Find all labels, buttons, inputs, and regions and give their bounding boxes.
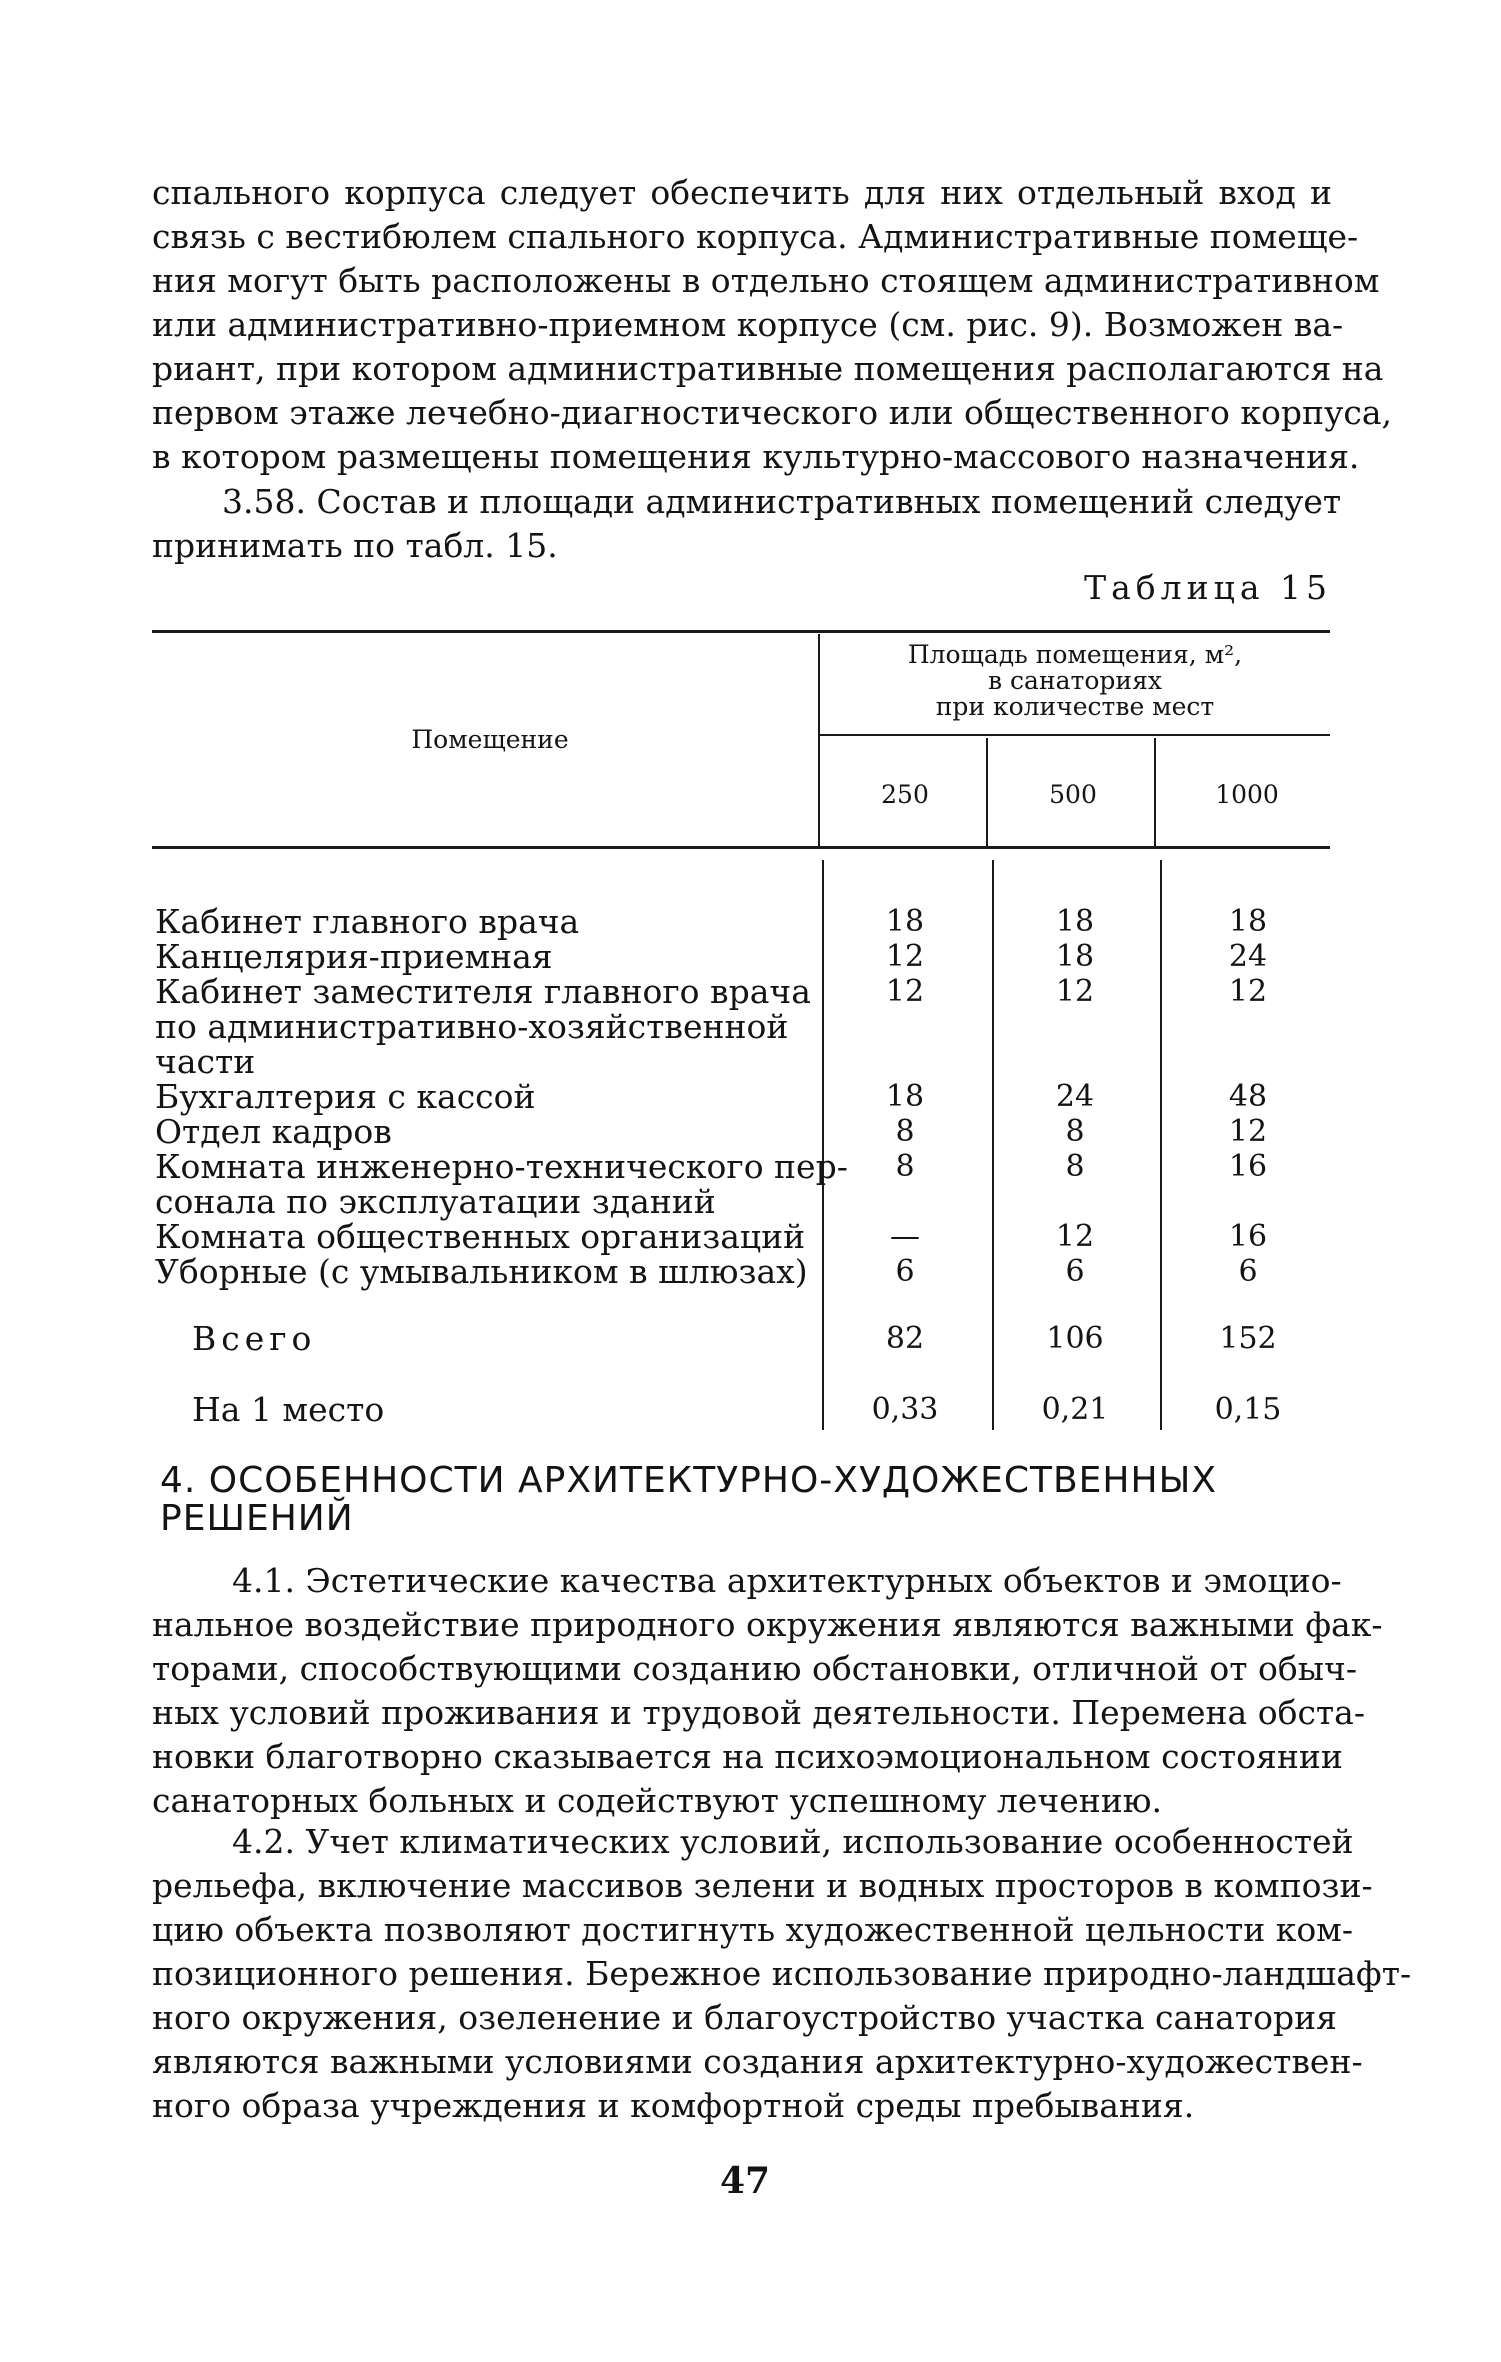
row-value-1000: 16 xyxy=(1228,1149,1268,1184)
header-area-line: при количестве мест xyxy=(935,692,1215,721)
header-bottom-rule xyxy=(152,846,1330,849)
table-caption: Таблица 15 xyxy=(1084,568,1332,607)
text-line: или административно-приемном корпусе (см. рис. 9). Возможен ва- xyxy=(152,305,1344,344)
column-divider xyxy=(822,860,824,1430)
row-value-1000: 48 xyxy=(1228,1079,1268,1114)
clause-text: Состав и площади административных помещений следует xyxy=(316,482,1342,521)
clause-number: 3.58. xyxy=(222,482,306,521)
row-value-250: — xyxy=(890,1219,920,1254)
row-value-1000: 18 xyxy=(1228,904,1268,939)
column-divider xyxy=(986,738,988,846)
row-value-250: 6 xyxy=(895,1254,915,1289)
row-value-500: 12 xyxy=(1055,974,1095,1009)
clause-4-2 xyxy=(152,1820,1412,2128)
row-name-line: Бухгалтерия с кассой xyxy=(155,1077,536,1116)
intro-paragraph xyxy=(152,171,1393,479)
header-room: Помещение xyxy=(411,725,569,754)
column-divider xyxy=(1160,860,1162,1430)
total-label: Всего xyxy=(192,1319,317,1358)
text-line: в котором размещены помещения культурно-массового назначения. xyxy=(152,437,1360,476)
header-area-line: Площадь помещения, м², xyxy=(907,640,1243,669)
clause-text: Учет климатических условий, использование особенностей xyxy=(305,1822,1354,1861)
column-divider xyxy=(818,634,820,846)
row-value-500: 18 xyxy=(1055,904,1095,939)
row-name-line: Комната инженерно-технического пер- xyxy=(155,1147,848,1186)
text-line: связь с вестибюлем спального корпуса. Административные помеще- xyxy=(152,217,1359,256)
total-value-500: 106 xyxy=(1046,1321,1104,1356)
row-name-line: Уборные (с умывальником в шлюзах) xyxy=(155,1252,808,1291)
row-value-1000: 24 xyxy=(1228,939,1268,974)
row-value-250: 18 xyxy=(885,1079,925,1114)
row-name-line: Отдел кадров xyxy=(155,1112,392,1151)
row-name-line: Комната общественных организаций xyxy=(155,1217,806,1256)
header-capacity-500: 500 xyxy=(1049,780,1097,809)
clause-number: 4.2. xyxy=(232,1822,295,1861)
row-value-1000: 6 xyxy=(1238,1254,1258,1289)
row-value-250: 8 xyxy=(895,1114,915,1149)
text-line: новки благотворно сказывается на психоэмоциональном состоянии xyxy=(152,1737,1343,1776)
row-value-250: 12 xyxy=(885,939,925,974)
row-name-line: по административно-хозяйственной xyxy=(155,1007,789,1046)
text-line: принимать по табл. 15. xyxy=(152,526,558,565)
text-line xyxy=(152,480,1342,524)
text-line xyxy=(152,1559,1342,1603)
header-area-group xyxy=(830,642,1320,720)
text-line: нальное воздействие природного окружения являются важными фак- xyxy=(152,1605,1383,1644)
row-value-500: 12 xyxy=(1055,1219,1095,1254)
section-title-line: 4. ОСОБЕННОСТИ АРХИТЕКТУРНО-ХУДОЖЕСТВЕННЫХ xyxy=(160,1460,1217,1501)
row-name-line: сонала по эксплуатации зданий xyxy=(155,1182,716,1221)
text-line: позиционного решения. Бережное использование природно-ландшафт- xyxy=(152,1954,1412,1993)
table-top-rule xyxy=(152,630,1330,633)
per_place-value-250: 0,33 xyxy=(871,1392,939,1427)
row-value-1000: 16 xyxy=(1228,1219,1268,1254)
per_place-value-1000: 0,15 xyxy=(1214,1392,1282,1427)
clause-text: Эстетические качества архитектурных объектов и эмоцио- xyxy=(305,1561,1342,1600)
clause-4-1 xyxy=(152,1559,1383,1823)
text-line: ного окружения, озеленение и благоустройство участка санатория xyxy=(152,1998,1337,2037)
per_place-value-500: 0,21 xyxy=(1041,1392,1109,1427)
row-value-250: 18 xyxy=(885,904,925,939)
row-name-line: Канцелярия-приемная xyxy=(155,937,553,976)
clause-3-58 xyxy=(152,480,1342,568)
row-value-1000: 12 xyxy=(1228,974,1268,1009)
column-divider xyxy=(992,860,994,1430)
row-name-line: Кабинет главного врача xyxy=(155,902,580,941)
text-line: цию объекта позволяют достигнуть художественной цельности ком- xyxy=(152,1910,1354,1949)
text-line: санаторных больных и содействуют успешному лечению. xyxy=(152,1781,1162,1820)
row-value-500: 6 xyxy=(1065,1254,1085,1289)
row-value-500: 24 xyxy=(1055,1079,1095,1114)
total-value-250: 82 xyxy=(885,1321,925,1356)
header-area-line: в санаториях xyxy=(988,666,1162,695)
per_place-label: На 1 место xyxy=(192,1390,385,1429)
header-group-rule xyxy=(820,734,1330,736)
row-name-line: Кабинет заместителя главного врача xyxy=(155,972,811,1011)
text-line: ного образа учреждения и комфортной среды пребывания. xyxy=(152,2086,1195,2125)
column-divider xyxy=(1154,738,1156,846)
text-line: являются важными условиями создания архитектурно-художествен- xyxy=(152,2042,1363,2081)
text-line: торами, способствующими созданию обстановки, отличной от обыч- xyxy=(152,1649,1357,1688)
header-capacity-1000: 1000 xyxy=(1215,780,1279,809)
text-line: рельефа, включение массивов зелени и водных просторов в компози- xyxy=(152,1866,1373,1905)
row-value-500: 8 xyxy=(1065,1149,1085,1184)
text-line: спального корпуса следует обеспечить для них отдельный вход и xyxy=(152,173,1332,212)
row-value-250: 8 xyxy=(895,1149,915,1184)
row-value-500: 18 xyxy=(1055,939,1095,974)
section-title xyxy=(160,1462,1217,1538)
total-value-1000: 152 xyxy=(1219,1321,1277,1356)
section-title-line: РЕШЕНИЙ xyxy=(160,1498,354,1539)
page-number: 47 xyxy=(720,2160,771,2202)
text-line xyxy=(152,1820,1354,1864)
text-line: ния могут быть расположены в отдельно стоящем административном xyxy=(152,261,1380,300)
row-value-1000: 12 xyxy=(1228,1114,1268,1149)
clause-number: 4.1. xyxy=(232,1561,295,1600)
text-line: риант, при котором административные помещения располагаются на xyxy=(152,349,1384,388)
row-name-line: части xyxy=(155,1042,256,1081)
header-capacity-250: 250 xyxy=(881,780,929,809)
row-value-500: 8 xyxy=(1065,1114,1085,1149)
text-line: первом этаже лечебно-диагностического или общественного корпуса, xyxy=(152,393,1393,432)
row-value-250: 12 xyxy=(885,974,925,1009)
text-line: ных условий проживания и трудовой деятельности. Перемена обста- xyxy=(152,1693,1366,1732)
